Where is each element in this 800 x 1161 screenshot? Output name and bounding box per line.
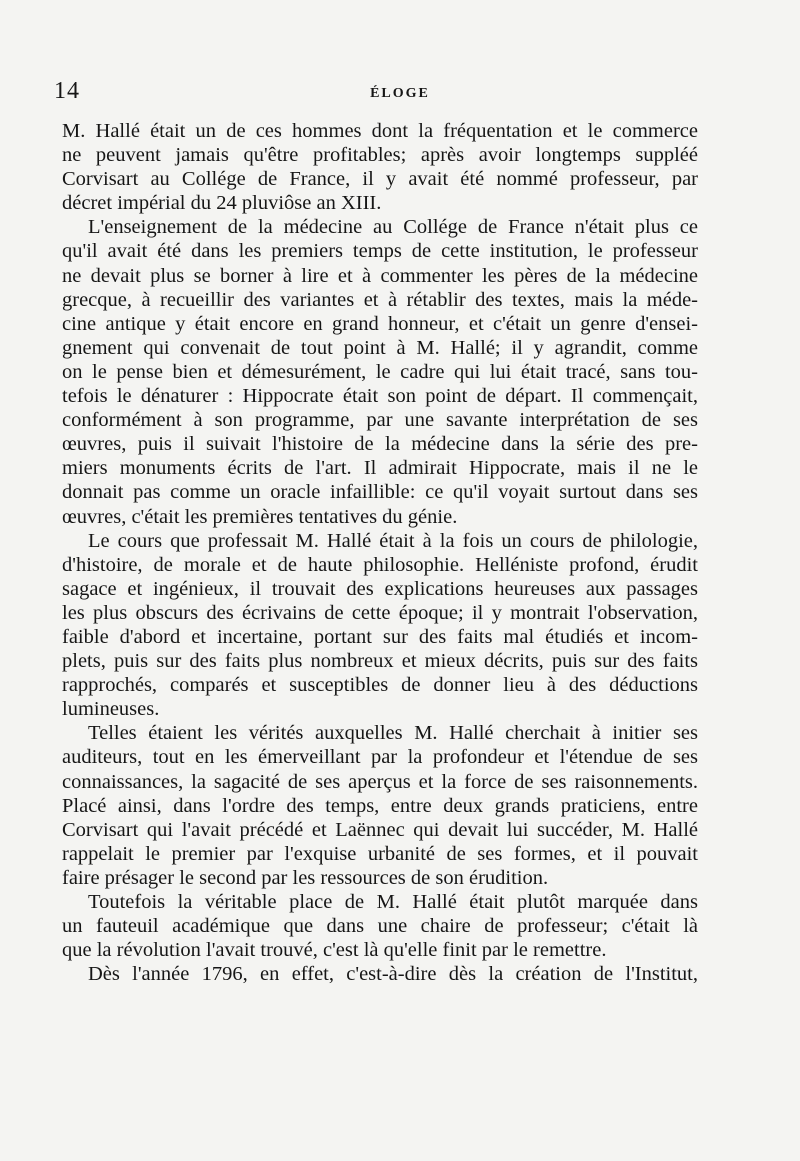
text-line: miers monuments écrits de l'art. Il admirait Hippocrate, mais il ne le [62, 457, 698, 480]
text-line: lumineuses. [62, 698, 160, 721]
body-text [62, 119, 698, 986]
text-line: faire présager le second par les ressources de son érudition. [62, 866, 549, 889]
page-number: 14 [54, 78, 80, 104]
paragraph [62, 721, 698, 890]
paragraph [62, 215, 698, 528]
text-line: Toutefois la véritable place de M. Hallé était plutôt marquée dans [88, 891, 698, 913]
text-line: on le pense bien et démesurément, le cadre qui lui était tracé, sans tou- [62, 360, 698, 383]
text-line: que la révolution l'avait trouvé, c'est là qu'elle finit par le remettre. [62, 939, 607, 962]
text-line: L'enseignement de la médecine au Collége de France n'était plus ce [88, 216, 698, 239]
text-line: plets, puis sur des faits plus nombreux et mieux décrits, puis sur des faits [62, 650, 698, 673]
text-line: cine antique y était encore en grand honneur, et c'était un genre d'ensei- [62, 312, 698, 335]
text-line: qu'il avait été dans les premiers temps de cette institution, le professeur [62, 240, 698, 263]
text-line: d'histoire, de morale et de haute philosophie. Helléniste profond, érudit [62, 553, 698, 576]
text-line: grecque, à recueillir des variantes et à rétablir des textes, mais la méde- [62, 288, 698, 311]
text-line: auditeurs, tout en les émerveillant par la profondeur et l'étendue de ses [62, 746, 698, 769]
paragraph [62, 119, 698, 215]
text-line: œuvres, c'était les premières tentatives du génie. [62, 505, 458, 528]
text-line: Corvisart au Collége de France, il y avait été nommé professeur, par [62, 168, 698, 191]
text-line: donnait pas comme un oracle infaillible: ce qu'il voyait surtout dans ses [62, 481, 698, 504]
paragraph [62, 962, 698, 986]
paragraph [62, 529, 698, 722]
text-line: Telles étaient les vérités auxquelles M. Hallé cherchait à initier ses [88, 722, 698, 745]
text-line: Placé ainsi, dans l'ordre des temps, entre deux grands praticiens, entre [62, 794, 698, 817]
text-line: œuvres, puis il suivait l'histoire de la médecine dans la série des pre- [62, 433, 698, 456]
text-line: rappelait le premier par l'exquise urbanité de ses formes, et il pouvait [62, 842, 698, 865]
text-line: un fauteuil académique que dans une chaire de professeur; c'était là [62, 915, 698, 938]
text-line: ne devait plus se borner à lire et à commenter les pères de la médecine [62, 264, 698, 287]
text-line: décret impérial du 24 pluviôse an XIII. [62, 192, 382, 215]
text-line: Dès l'année 1796, en effet, c'est-à-dire dès la création de l'Institut, [88, 963, 698, 986]
paragraph [62, 890, 698, 962]
text-line: ne peuvent jamais qu'être profitables; après avoir longtemps suppléé [62, 144, 698, 167]
text-line: rapprochés, comparés et susceptibles de donner lieu à des déductions [62, 674, 698, 697]
text-line: Le cours que professait M. Hallé était à la fois un cours de philologie, [88, 529, 698, 552]
text-line: les plus obscurs des écrivains de cette époque; il y montrait l'observation, [62, 601, 698, 624]
text-line: connaissances, la sagacité de ses aperçus et la force de ses raisonnements. [62, 770, 698, 793]
text-line: tefois le dénaturer : Hippocrate était son point de départ. Il commençait, [62, 385, 698, 408]
text-line: M. Hallé était un de ces hommes dont la fréquentation et le commerce [62, 120, 698, 142]
text-line: faible d'abord et incertaine, portant sur des faits mal étudiés et incom- [62, 625, 698, 648]
text-line: gnement qui convenait de tout point à M. Hallé; il y agrandit, comme [62, 336, 698, 359]
text-line: sagace et ingénieux, il trouvait des explications heureuses aux passages [62, 577, 698, 600]
text-line: Corvisart qui l'avait précédé et Laënnec qui devait lui succéder, M. Hallé [62, 818, 698, 841]
text-line: conformément à son programme, par une savante interprétation de ses [62, 409, 698, 432]
running-head: ÉLOGE [370, 86, 430, 101]
